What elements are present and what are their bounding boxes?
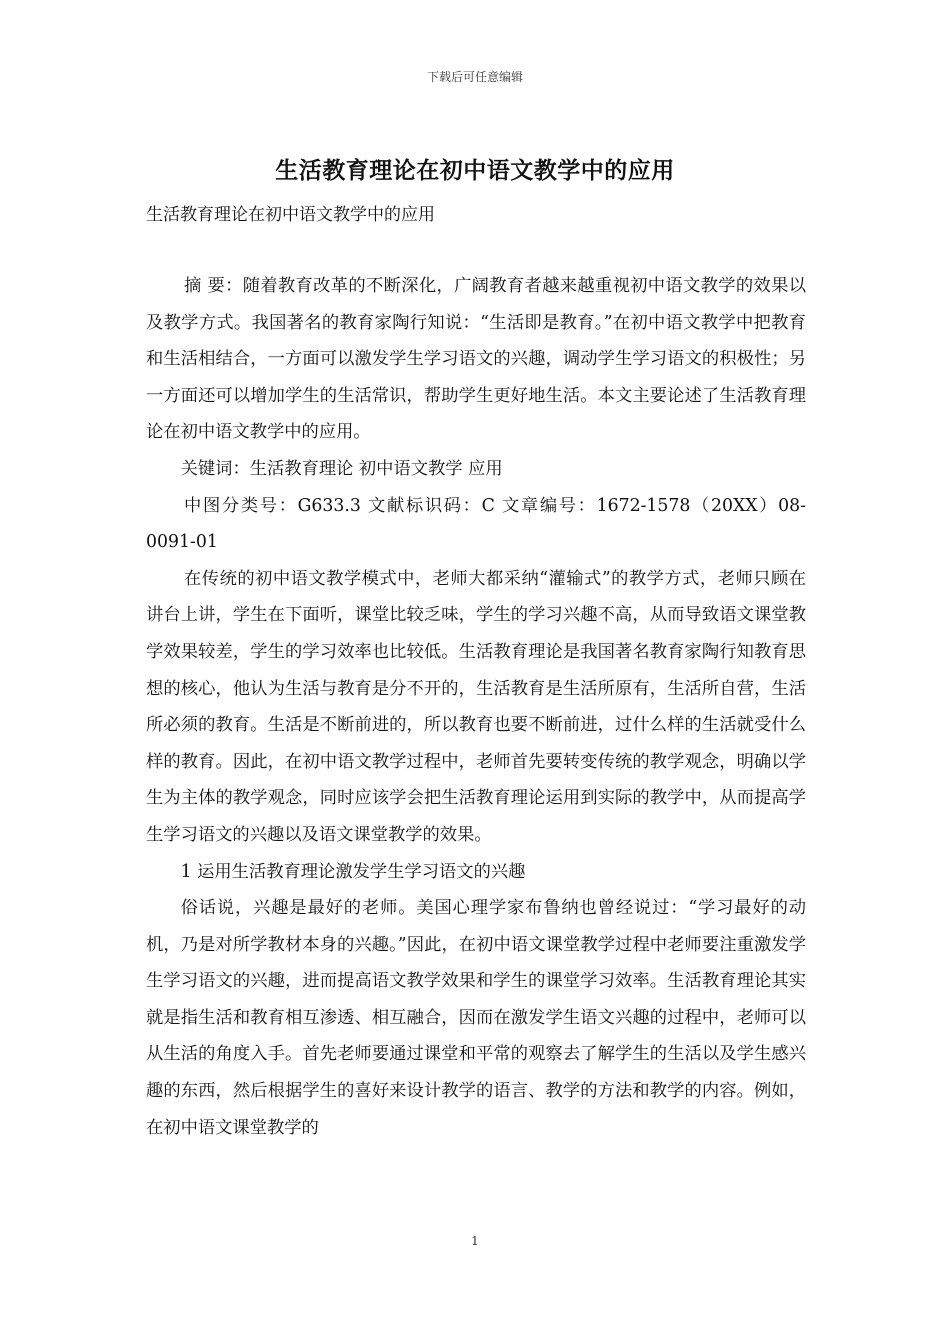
document-body: [146, 268, 806, 1146]
document-title: 生活教育理论在初中语文教学中的应用: [275, 157, 675, 184]
body-paragraph: 在传统的初中语文教学模式中，老师大都采纳“灌输式”的教学方式，老师只顾在讲台上讲，学生在下面听，课堂比较乏味，学生的学习兴趣不高，从而导致语文课堂教学效果较差，学生的学习效率也比较低。生活教育理论是我国著名教育家陶行知教育思想的核心，他认为生活与教育是分不开的，生活教育是生活所原有，生活所自营，生活所必须的教育。生活是不断前进的，所以教育也要不断前进，过什么样的生活就受什么样的教育。因此，在初中语文教学过程中，老师首先要转变传统的教学观念，明确以学生为主体的教学观念，同时应该学会把生活教育理论运用到实际的教学中，从而提高学生学习语文的兴趣以及语文课堂教学的效果。: [146, 568, 806, 845]
body-paragraph: 俗话说，兴趣是最好的老师。美国心理学家布鲁纳也曾经说过：“学习最好的动机，乃是对所学教材本身的兴趣。”因此，在初中语文课堂教学过程中老师要注重激发学生学习语文的兴趣，进而提高语文教学效果和学生的课堂学习效率。生活教育理论其实就是指生活和教育相互渗透、相互融合，因而在激发学生语文兴趣的过程中，老师可以从生活的角度入手。首先老师要通过课堂和平常的观察去了解学生的生活以及学生感兴趣的东西，然后根据学生的喜好来设计教学的语言、教学的方法和教学的内容。例如，在初中语文课堂教学的: [146, 898, 806, 1138]
section-heading: 1 运用生活教育理论激发学生学习语文的兴趣: [180, 861, 526, 882]
document-subtitle: 生活教育理论在初中语文教学中的应用: [146, 205, 435, 225]
keywords-paragraph: 关键词：生活教育理论 初中语文教学 应用: [180, 458, 503, 479]
page-header: 下载后可任意编辑: [426, 70, 523, 84]
abstract-paragraph: 摘 要：随着教育改革的不断深化，广阔教育者越来越重视初中语文教学的效果以及教学方式。我国著名的教育家陶行知说：“生活即是教育。”在初中语文教学中把教育和生活相结合，一方面可以激发学生学习语文的兴趣，调动学生学习语文的积极性；另一方面还可以增加学生的生活常识，帮助学生更好地生活。本文主要论述了生活教育理论在初中语文教学中的应用。: [146, 276, 806, 443]
page-number: 1: [471, 1234, 479, 1248]
classification-paragraph: 中图分类号：G633.3 文献标识码：C 文章编号：1672-1578（20XX）08-0091-01: [146, 495, 806, 553]
